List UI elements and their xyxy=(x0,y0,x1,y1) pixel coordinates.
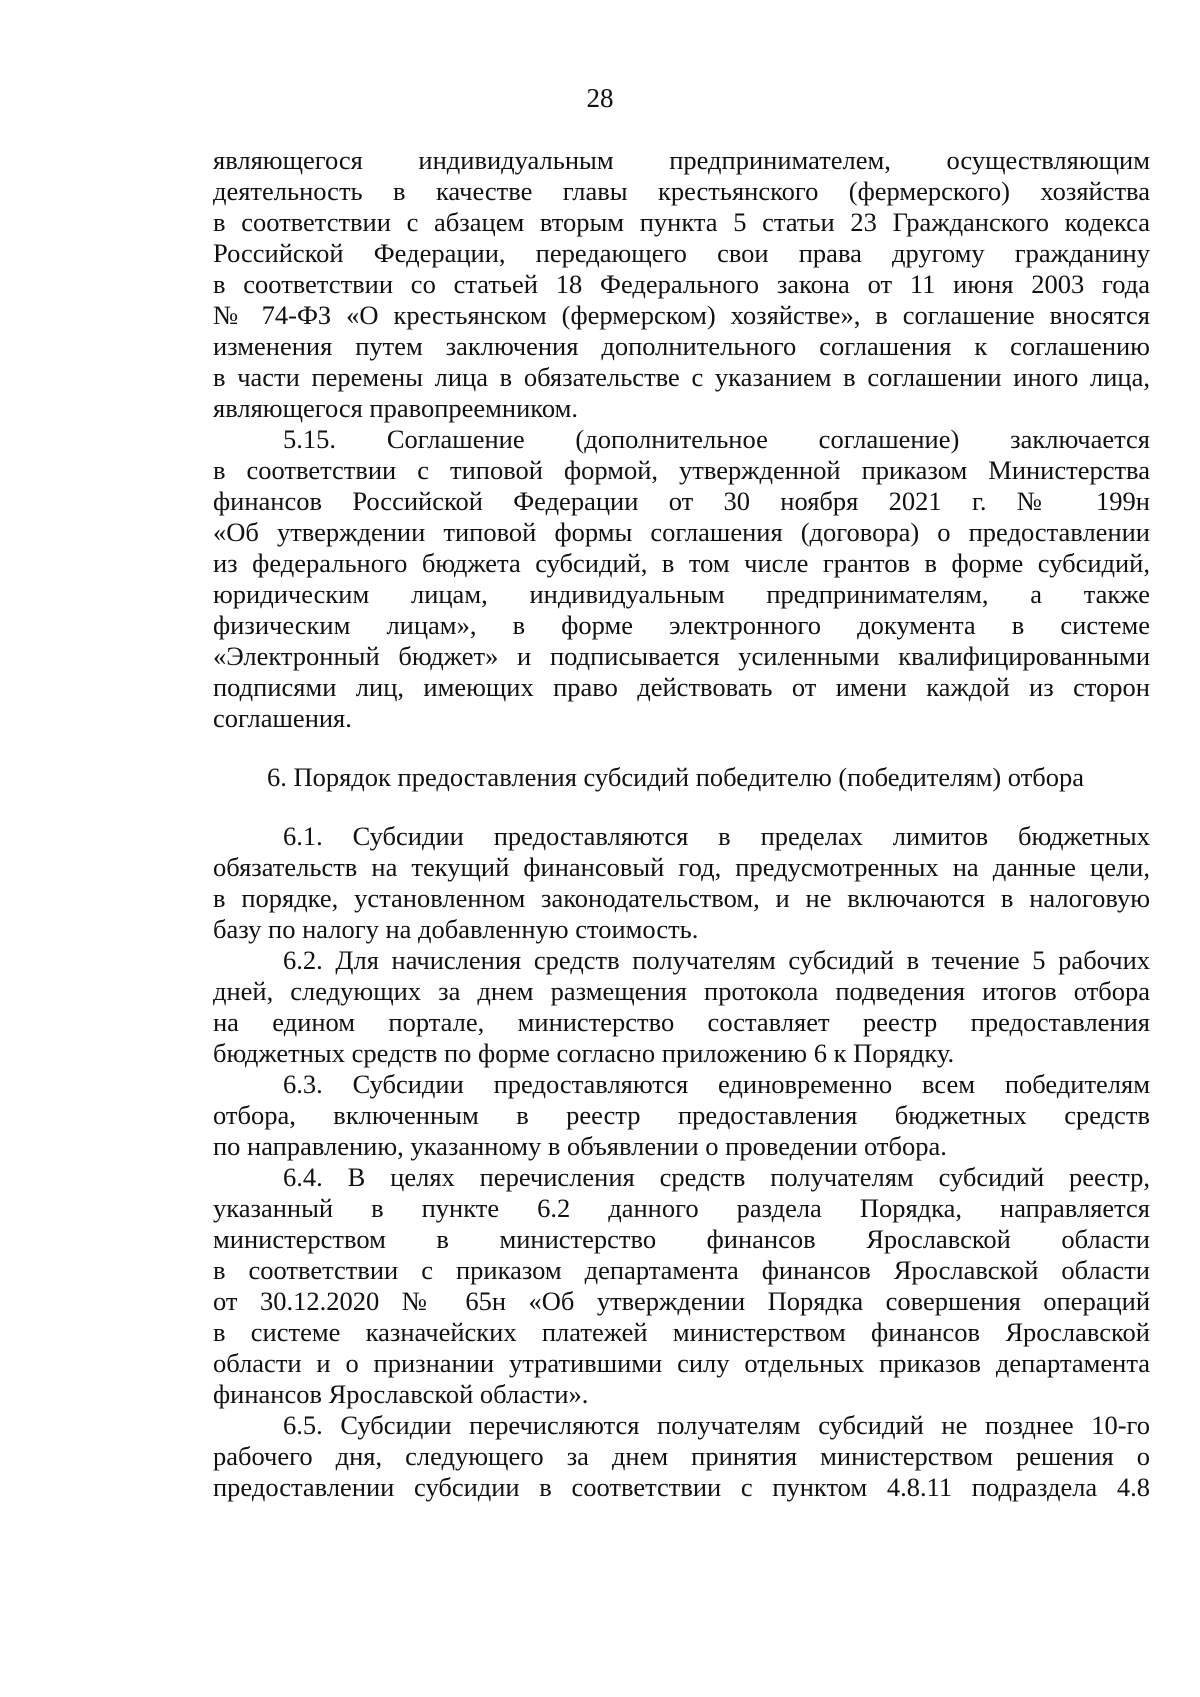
paragraph-first-line: 6.2. Для начисления средств получателям субсидий в течение 5 рабочих xyxy=(283,945,1150,975)
paragraph-first-line: 5.15. Соглашение (дополнительное соглашение) заключается xyxy=(283,424,1150,454)
text-line: подписями лиц, имеющих право действовать от имени каждой из сторон xyxy=(213,672,1150,702)
text-line: рабочего дня, следующего за днем принятия министерством решения о xyxy=(213,1441,1150,1471)
text-line: из федерального бюджета субсидий, в том числе грантов в форме субсидий, xyxy=(213,548,1150,578)
text-line: являющегося индивидуальным предпринимателем, осуществляющим xyxy=(213,145,1150,175)
text-line: предоставлении субсидии в соответствии с пунктом 4.8.11 подраздела 4.8 xyxy=(213,1472,1150,1502)
spacer xyxy=(213,793,1150,821)
text-line: являющегося правопреемником. xyxy=(213,393,578,423)
text-line: в порядке, установленном законодательством, и не включаются в налоговую xyxy=(213,883,1150,913)
text-line: на едином портале, министерство составляет реестр предоставления xyxy=(213,1007,1150,1037)
text-line: в части перемены лица в обязательстве с указанием в соглашении иного лица, xyxy=(213,362,1150,392)
text-line: министерством в министерство финансов Ярославской области xyxy=(213,1224,1150,1254)
text-line: Российской Федерации, передающего свои права другому гражданину xyxy=(213,238,1150,268)
paragraph-first-line: 6.3. Субсидии предоставляются единовременно всем победителям xyxy=(283,1069,1150,1099)
spacer xyxy=(213,734,1150,762)
text-line: физическим лицам», в форме электронного документа в системе xyxy=(213,610,1150,640)
text-line: финансов Ярославской области». xyxy=(213,1379,589,1409)
text-line: финансов Российской Федерации от 30 ноября 2021 г. № 199н xyxy=(213,486,1150,516)
text-line: юридическим лицам, индивидуальным предпринимателям, а также xyxy=(213,579,1150,609)
text-line: в соответствии с типовой формой, утвержденной приказом Министерства xyxy=(213,455,1150,485)
text-line: изменения путем заключения дополнительного соглашения к соглашению xyxy=(213,331,1150,361)
text-line: по направлению, указанному в объявлении о проведении отбора. xyxy=(213,1131,947,1161)
page-number: 28 xyxy=(586,83,614,113)
document-body xyxy=(213,145,1150,1503)
text-line: бюджетных средств по форме согласно приложению 6 к Порядку. xyxy=(213,1038,955,1068)
text-line: деятельность в качестве главы крестьянского (фермерского) хозяйства xyxy=(213,176,1150,206)
section-heading: 6. Порядок предоставления субсидий победителю (победителям) отбора xyxy=(266,762,1085,792)
text-line: «Электронный бюджет» и подписывается усиленными квалифицированными xyxy=(213,641,1150,671)
text-line: соглашения. xyxy=(213,703,352,733)
text-line: области и о признании утратившими силу отдельных приказов департамента xyxy=(213,1348,1150,1378)
text-line: в соответствии с абзацем вторым пункта 5 статьи 23 Гражданского кодекса xyxy=(213,207,1150,237)
paragraph-first-line: 6.4. В целях перечисления средств получателям субсидий реестр, xyxy=(283,1162,1150,1192)
text-line: дней, следующих за днем размещения протокола подведения итогов отбора xyxy=(213,976,1150,1006)
text-line: в соответствии со статьей 18 Федерального закона от 11 июня 2003 года xyxy=(213,269,1150,299)
text-line: в системе казначейских платежей министерством финансов Ярославской xyxy=(213,1317,1150,1347)
text-line: указанный в пункте 6.2 данного раздела Порядка, направляется xyxy=(213,1193,1150,1223)
text-line: в соответствии с приказом департамента финансов Ярославской области xyxy=(213,1255,1150,1285)
paragraph-first-line: 6.1. Субсидии предоставляются в пределах лимитов бюджетных xyxy=(283,821,1150,851)
text-line: от 30.12.2020 № 65н «Об утверждении Порядка совершения операций xyxy=(213,1286,1150,1316)
text-line: базу по налогу на добавленную стоимость. xyxy=(213,914,699,944)
text-line: отбора, включенным в реестр предоставления бюджетных средств xyxy=(213,1100,1150,1130)
text-line: № 74-ФЗ «О крестьянском (фермерском) хозяйстве», в соглашение вносятся xyxy=(213,300,1150,330)
paragraph-first-line: 6.5. Субсидии перечисляются получателям субсидий не позднее 10-го xyxy=(283,1410,1150,1440)
text-line: обязательств на текущий финансовый год, предусмотренных на данные цели, xyxy=(213,852,1150,882)
text-line: «Об утверждении типовой формы соглашения (договора) о предоставлении xyxy=(213,517,1150,547)
